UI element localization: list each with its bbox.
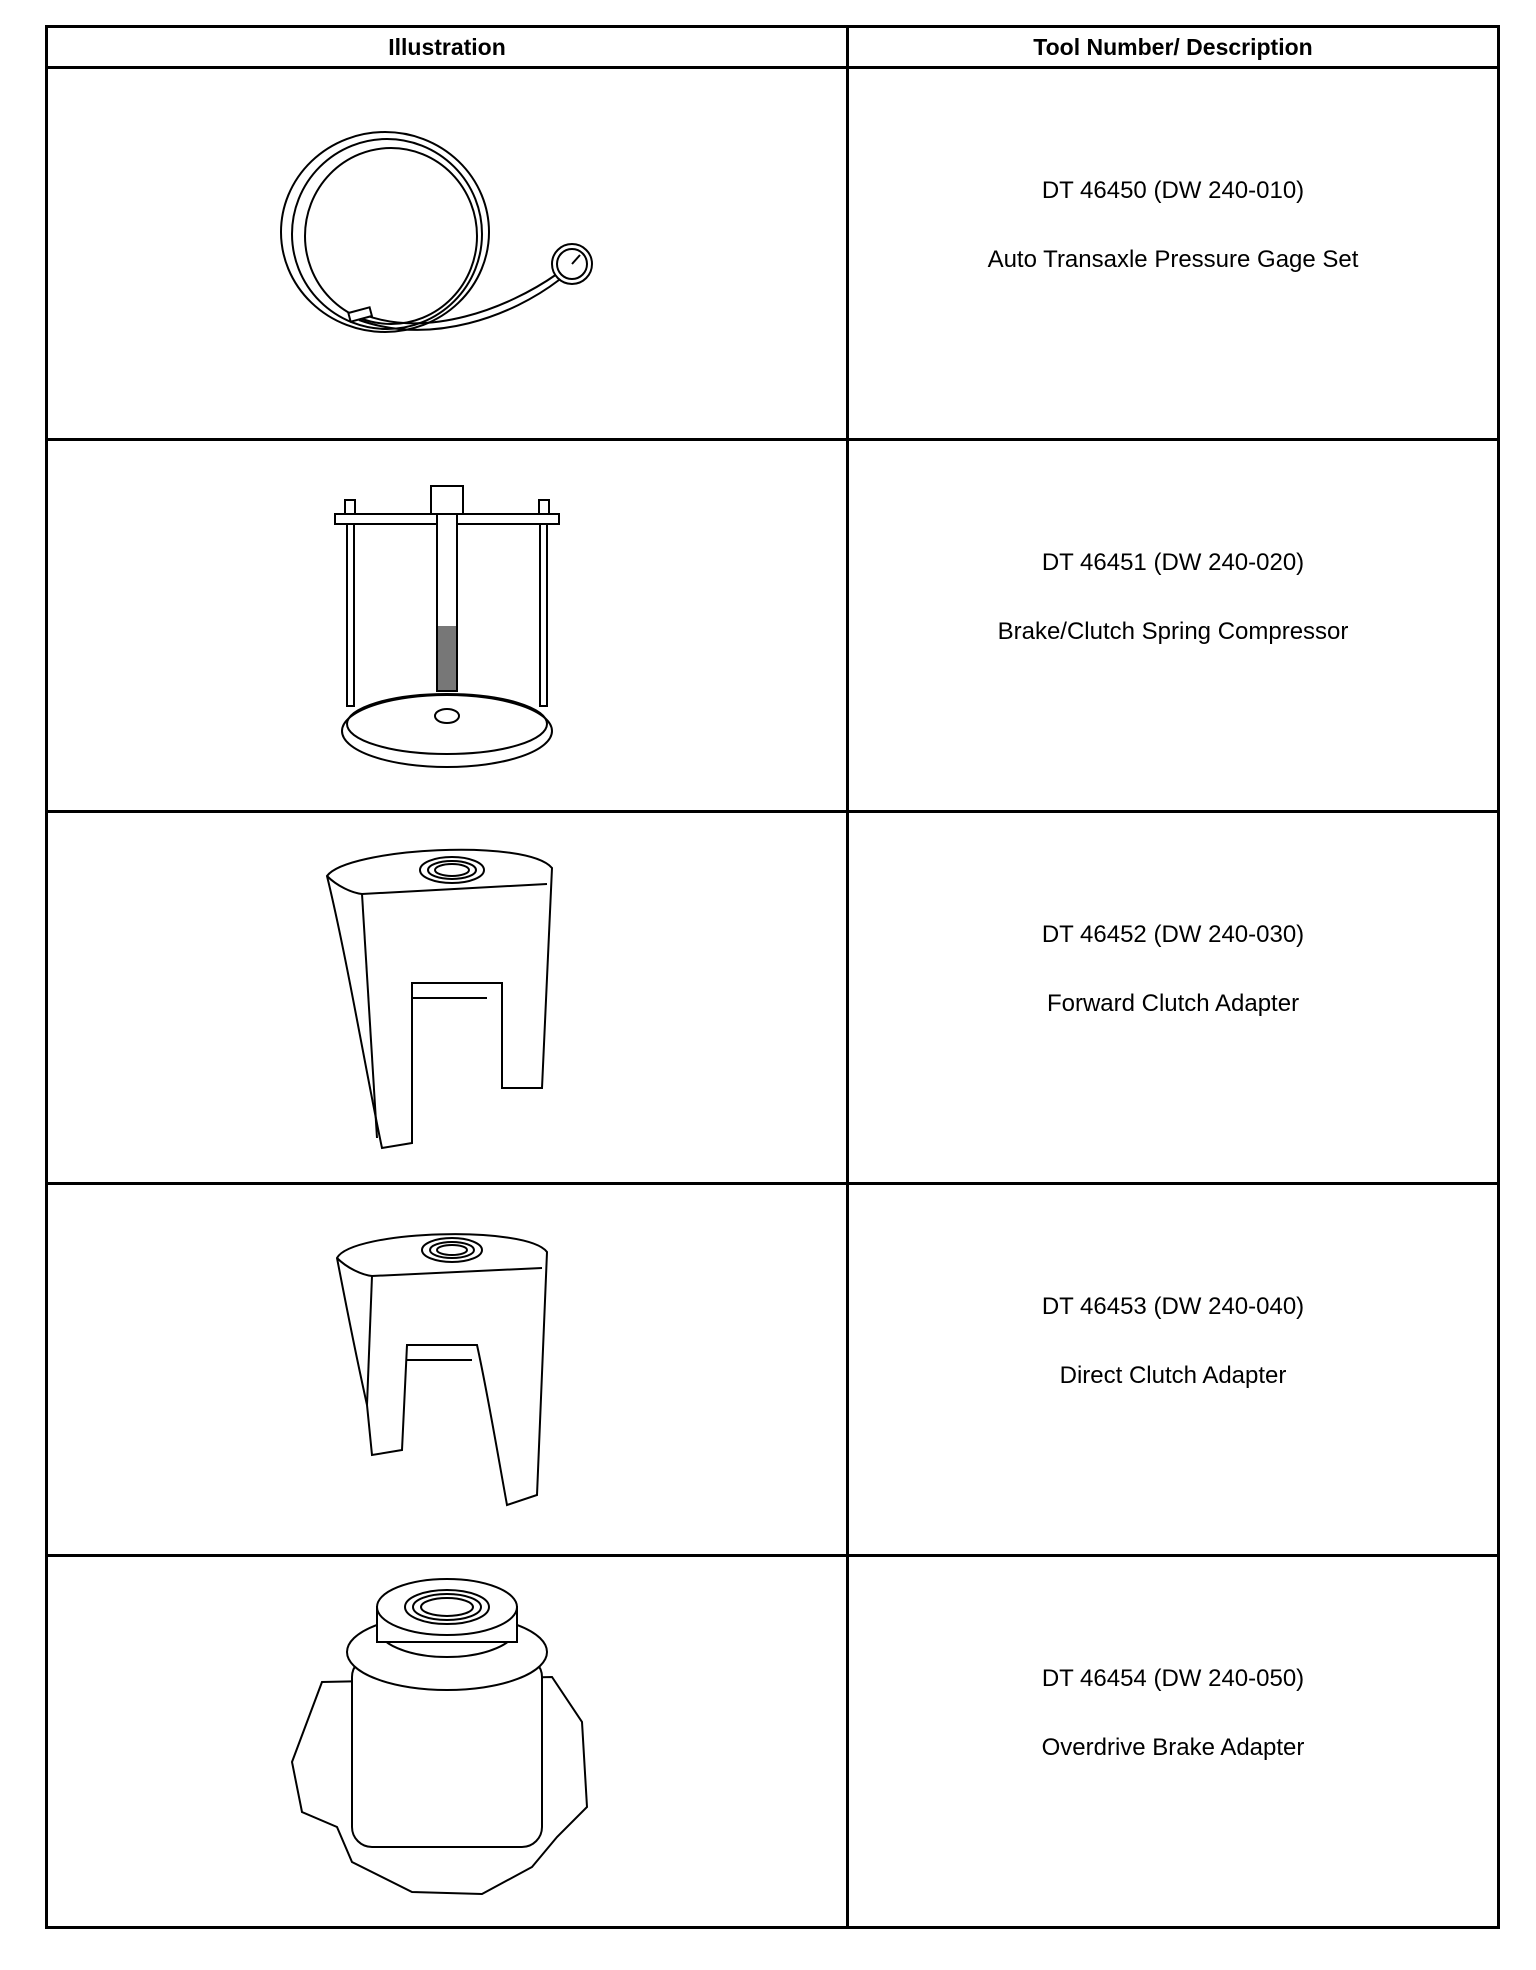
tool-name: Forward Clutch Adapter xyxy=(1046,990,1300,1017)
tool-description-cell xyxy=(848,1184,1499,1556)
tool-name: Direct Clutch Adapter xyxy=(1059,1362,1287,1389)
tool-number: DT 46451 (DW 240-020) xyxy=(1041,549,1305,577)
tool-description-cell xyxy=(848,440,1499,812)
direct-clutch-adapter-icon xyxy=(307,1220,587,1520)
illustration-cell xyxy=(47,1556,848,1928)
tool-description-cell xyxy=(848,1556,1499,1928)
tool-number: DT 46453 (DW 240-040) xyxy=(1041,1293,1305,1321)
spring-compressor-icon xyxy=(327,476,567,776)
overdrive-brake-adapter-icon xyxy=(282,1572,612,1912)
illustration-cell xyxy=(47,440,848,812)
tool-name: Overdrive Brake Adapter xyxy=(1041,1734,1305,1761)
pressure-gage-set-icon xyxy=(267,124,627,384)
tool-number: DT 46454 (DW 240-050) xyxy=(1041,1665,1305,1693)
special-tools-table xyxy=(45,25,1500,1929)
tool-description-cell xyxy=(848,812,1499,1184)
illustration-cell xyxy=(47,1184,848,1556)
header-row xyxy=(47,27,1499,68)
header-illustration: Illustration xyxy=(47,27,848,68)
table-row xyxy=(47,1556,1499,1928)
tool-name: Auto Transaxle Pressure Gage Set xyxy=(987,246,1359,273)
tool-number: DT 46450 (DW 240-010) xyxy=(1041,177,1305,205)
illustration-cell xyxy=(47,68,848,440)
tool-number: DT 46452 (DW 240-030) xyxy=(1041,921,1305,949)
forward-clutch-adapter-icon xyxy=(307,838,587,1158)
table-row xyxy=(47,1184,1499,1556)
table-row xyxy=(47,68,1499,440)
tool-description-cell xyxy=(848,68,1499,440)
illustration-cell xyxy=(47,812,848,1184)
table-row xyxy=(47,440,1499,812)
header-tool-description: Tool Number/ Description xyxy=(848,27,1499,68)
tool-name: Brake/Clutch Spring Compressor xyxy=(997,618,1349,645)
table-row xyxy=(47,812,1499,1184)
